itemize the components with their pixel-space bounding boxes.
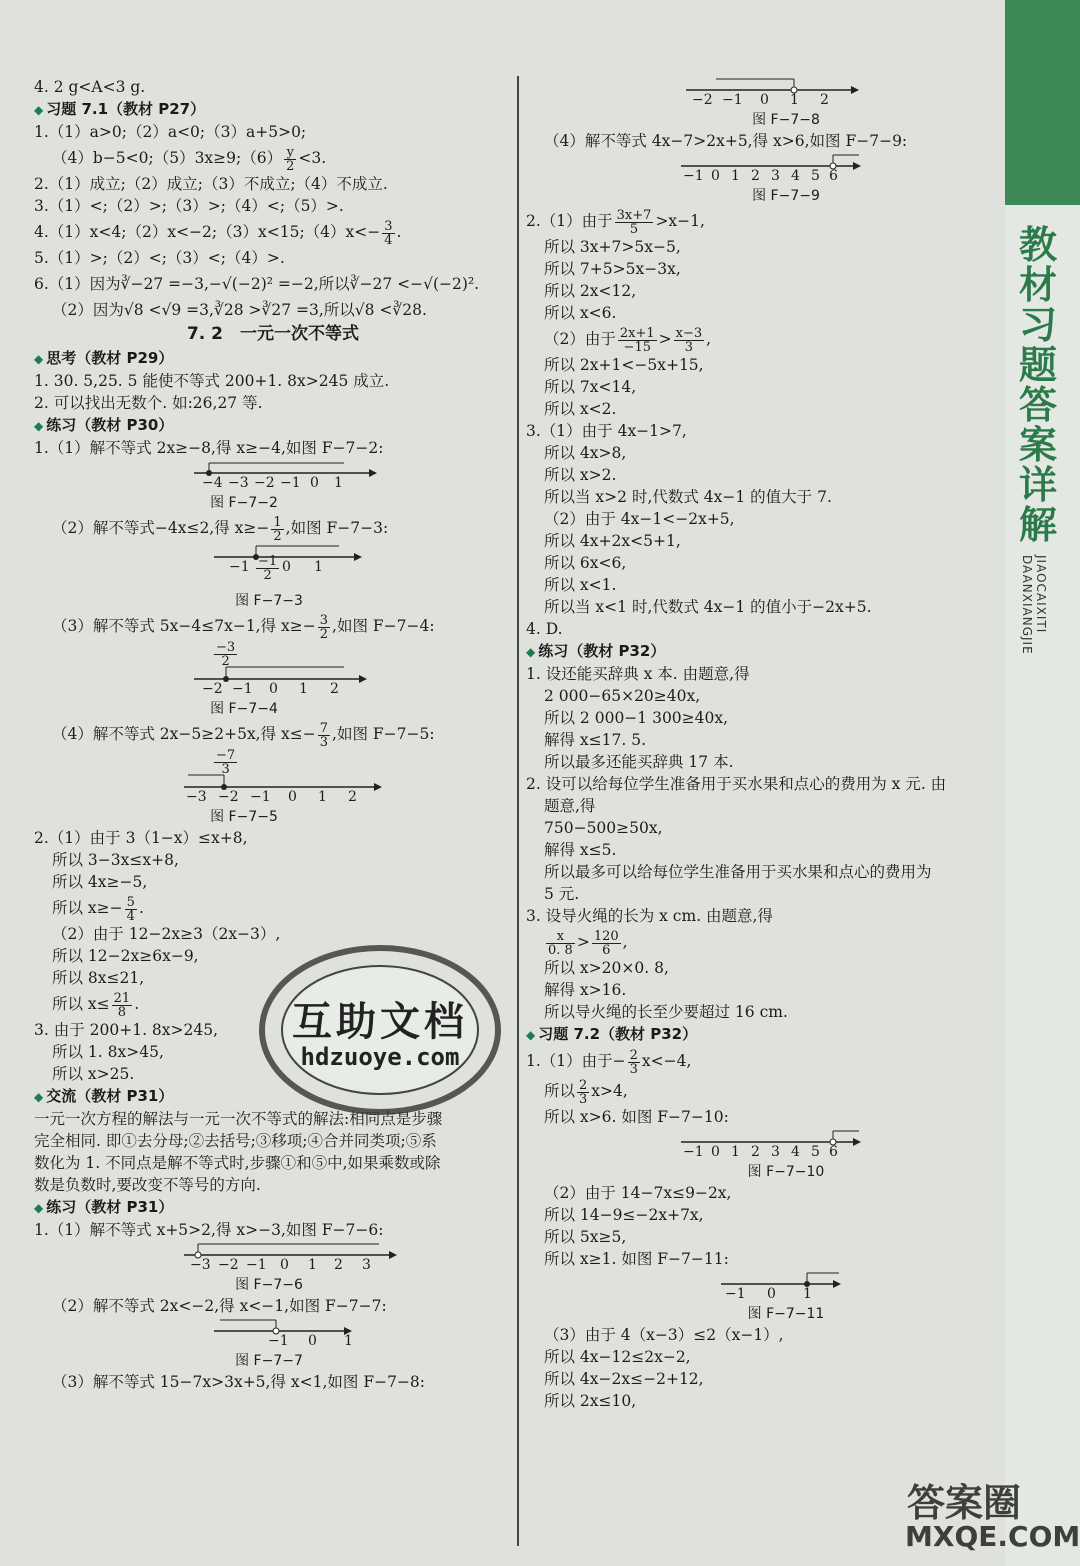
answer-line: 完全相同. 即①去分母;②去括号;③移项;④合并同类项;⑤系 bbox=[34, 1132, 437, 1150]
tick-label: 5 bbox=[811, 1144, 820, 1160]
answer-line: 所以 3x+7>5x−5, bbox=[544, 238, 681, 256]
answer-line: 所以 2x<12, bbox=[544, 282, 637, 300]
answer-line: 所以 4x−12≤2x−2, bbox=[544, 1348, 691, 1366]
answer-line: 所以最多可以给每位学生准备用于买水果和点心的费用为 bbox=[544, 863, 932, 881]
answer-line: 3.（1）<;（2）>;（3）>;（4）<;（5）>. bbox=[34, 197, 344, 215]
answer-line: 2 000−65×20≥40x, bbox=[544, 687, 701, 705]
tick-label: 3 bbox=[771, 1144, 780, 1160]
tick-label: 1 bbox=[731, 1144, 740, 1160]
number-line bbox=[214, 1317, 374, 1351]
diamond-icon: ◆ bbox=[526, 645, 536, 659]
answer-line: 所以 4x−2x≤−2+12, bbox=[544, 1370, 704, 1388]
tick-label: 0 bbox=[269, 681, 278, 697]
diamond-icon: ◆ bbox=[34, 103, 44, 117]
tick-label: 1 bbox=[299, 681, 308, 697]
answer-line: 所以 x<1. bbox=[544, 576, 617, 594]
answer-line: 解得 x≤5. bbox=[544, 841, 617, 859]
answer-line: 所以 7+5>5x−3x, bbox=[544, 260, 681, 278]
figure-caption: 图 F−7−7 bbox=[235, 1353, 303, 1369]
tick-label: −3 bbox=[190, 1257, 211, 1273]
answer-line: （3）由于 4（x−3）≤2（x−1）, bbox=[544, 1326, 784, 1344]
number-line bbox=[194, 641, 394, 699]
corner-watermark-url: MXQE.COM bbox=[905, 1520, 1080, 1553]
tick-label: −1 bbox=[250, 789, 271, 805]
section-heading: ◆ 交流（教材 P31） bbox=[34, 1087, 174, 1105]
tick-label: 0 bbox=[767, 1286, 776, 1302]
answer-line: 所以 $\frac{2}{3}$ x>4, bbox=[544, 1077, 628, 1107]
answer-line: 所以 x>25. bbox=[52, 1065, 135, 1083]
side-band-title: 教材习题答案详解 bbox=[1018, 223, 1057, 547]
answer-line: 所以 7x<14, bbox=[544, 378, 637, 396]
answer-line: 所以 2x+1<−5x+15, bbox=[544, 356, 704, 374]
answer-line: 1.（1）a>0;（2）a<0;（3）a+5>0; bbox=[34, 123, 307, 141]
answer-line: 4. D. bbox=[526, 620, 563, 638]
answer-line: 2.（1）成立;（2）成立;（3）不成立;（4）不成立. bbox=[34, 175, 388, 193]
answer-line: 所以 1. 8x>45, bbox=[52, 1043, 164, 1061]
number-line bbox=[214, 543, 384, 591]
figure-caption: 图 F−7−8 bbox=[752, 112, 820, 128]
tick-label: −3 bbox=[228, 475, 249, 491]
answer-line: （2）由于 $\frac{2x+1}{-15}$ > $\frac{x-3}{3}$ , bbox=[544, 325, 712, 355]
tick-label: −1 bbox=[725, 1286, 746, 1302]
figure-caption: 图 F−7−2 bbox=[210, 495, 278, 511]
answer-line: 题意,得 bbox=[544, 797, 596, 815]
tick-label: 1 bbox=[318, 789, 327, 805]
tick-label: −1 bbox=[280, 475, 301, 491]
answer-line: 3. 设导火绳的长为 x cm. 由题意,得 bbox=[526, 907, 773, 925]
diamond-icon: ◆ bbox=[34, 1201, 44, 1215]
diamond-icon: ◆ bbox=[34, 419, 44, 433]
answer-line: 所以导火绳的长至少要超过 16 cm. bbox=[544, 1003, 788, 1021]
left-column bbox=[34, 76, 512, 1393]
answer-line: 2.（1）由于 3（1−x）≤x+8, bbox=[34, 829, 248, 847]
tick-label: −1 bbox=[229, 559, 250, 575]
answer-line: 5 元. bbox=[544, 885, 580, 903]
number-line bbox=[184, 749, 394, 807]
section-heading: ◆ 习题 7.2（教材 P32） bbox=[526, 1025, 698, 1043]
tick-label: 0 bbox=[288, 789, 297, 805]
answer-line: 所以当 x<1 时,代数式 4x−1 的值小于−2x+5. bbox=[544, 598, 872, 616]
answer-line: 3.（1）由于 4x−1>7, bbox=[526, 422, 687, 440]
answer-line: 所以 x>20×0. 8, bbox=[544, 959, 669, 977]
answer-line: $\frac{x}{0. 8}$ > $\frac{120}{6}$ , bbox=[548, 928, 628, 958]
section-title: 7. 2 一元一次不等式 bbox=[186, 324, 360, 344]
answer-line: （3）解不等式 15−7x>3x+5,得 x<1,如图 F−7−8: bbox=[52, 1373, 426, 1391]
answer-line: （2）由于 12−2x≥3（2x−3）, bbox=[52, 925, 281, 943]
answer-line: （2）解不等式−4x≤2,得 x≥− $\frac{1}{2}$ ,如图 F−7−3: bbox=[52, 514, 389, 544]
tick-label: 0 bbox=[280, 1257, 289, 1273]
tick-label: 2 bbox=[334, 1257, 343, 1273]
answer-line: 1. 设还能买辞典 x 本. 由题意,得 bbox=[526, 665, 750, 683]
answer-line: 3. 由于 200+1. 8x>245, bbox=[34, 1021, 219, 1039]
answer-line: 所以 x≥− $\frac{5}{4}$ . bbox=[52, 894, 144, 924]
tick-label: 0 bbox=[282, 559, 291, 575]
answer-line: 所以当 x>2 时,代数式 4x−1 的值大于 7. bbox=[544, 488, 832, 506]
number-line bbox=[721, 1270, 861, 1304]
corner-watermark bbox=[895, 1470, 1080, 1560]
tick-label: −1 bbox=[246, 1257, 267, 1273]
tick-label: 1 bbox=[308, 1257, 317, 1273]
number-line bbox=[681, 1128, 881, 1162]
tick-label: 2 bbox=[820, 92, 829, 108]
number-line bbox=[184, 1241, 414, 1275]
number-line bbox=[681, 152, 881, 186]
answer-line: 所以 6x<6, bbox=[544, 554, 627, 572]
tick-label: 0 bbox=[711, 1144, 720, 1160]
answer-line: （4）解不等式 2x−5≥2+5x,得 x≤− $\frac{7}{3}$ ,如图 F−7−5: bbox=[52, 720, 435, 750]
answer-line: 2. 可以找出无数个. 如:26,27 等. bbox=[34, 394, 263, 412]
answer-line: 所以 x≥1. 如图 F−7−11: bbox=[544, 1250, 729, 1268]
tick-label: −1 bbox=[232, 681, 253, 697]
answer-line: 4.（1）x<4;（2）x<−2;（3）x<15;（4）x<− $\frac{3}{4}$ . bbox=[34, 218, 402, 248]
answer-line: 4. 2 g<A<3 g. bbox=[34, 78, 146, 96]
tick-label: 2 bbox=[751, 1144, 760, 1160]
answer-line: （4）解不等式 4x−7>2x+5,得 x>6,如图 F−7−9: bbox=[544, 132, 908, 150]
tick-label: 3 bbox=[362, 1257, 371, 1273]
answer-line: 1.（1）由于− $\frac{2}{3}$ x<−4, bbox=[526, 1047, 692, 1077]
answer-line: 所以 x>2. bbox=[544, 466, 617, 484]
answer-line: 5.（1）>;（2）<;（3）<;（4）>. bbox=[34, 249, 285, 267]
tick-label: −2 bbox=[692, 92, 713, 108]
section-heading: ◆ 练习（教材 P31） bbox=[34, 1198, 174, 1216]
corner-watermark-title: 答案圈 bbox=[907, 1481, 1022, 1525]
number-line-graphic bbox=[686, 76, 886, 110]
tick-fraction: $\frac{-3}{2}$ bbox=[216, 640, 236, 669]
answer-line: 2. 设可以给每位学生准备用于买水果和点心的费用为 x 元. 由 bbox=[526, 775, 947, 793]
side-band-header bbox=[1005, 0, 1080, 205]
tick-label: 1 bbox=[803, 1286, 812, 1302]
number-line bbox=[194, 459, 394, 493]
tick-label: 0 bbox=[310, 475, 319, 491]
answer-line: 750−500≥50x, bbox=[544, 819, 663, 837]
answer-line: （3）解不等式 5x−4≤7x−1,得 x≥− $\frac{3}{2}$ ,如图 F−7−4: bbox=[52, 612, 435, 642]
answer-line: 所以 3−3x≤x+8, bbox=[52, 851, 179, 869]
right-column bbox=[526, 76, 1004, 1412]
answer-line: 所以 x<6. bbox=[544, 304, 617, 322]
tick-label: −1 bbox=[722, 92, 743, 108]
section-heading: ◆ 习题 7.1（教材 P27） bbox=[34, 100, 206, 118]
tick-label: 1 bbox=[790, 92, 799, 108]
tick-fraction: $\frac{-7}{3}$ bbox=[216, 748, 236, 777]
side-band-pinyin: JIAOCAIXITI DAANXIANGJIE bbox=[1020, 555, 1048, 655]
answer-line: （2）由于 4x−1<−2x+5, bbox=[544, 510, 735, 528]
tick-label: 1 bbox=[731, 168, 740, 184]
answer-line: 所以 4x≥−5, bbox=[52, 873, 148, 891]
tick-label: 3 bbox=[771, 168, 780, 184]
watermark-title: 互助文档 bbox=[292, 999, 468, 1045]
figure-caption: 图 F−7−3 bbox=[235, 593, 303, 609]
answer-line: 1.（1）解不等式 2x≥−8,得 x≥−4,如图 F−7−2: bbox=[34, 439, 384, 457]
answer-line: （4）b−5<0;（5）3x≥9;（6） $\frac{y}{2}$ <3. bbox=[52, 144, 327, 174]
answer-line: 1.（1）解不等式 x+5>2,得 x>−3,如图 F−7−6: bbox=[34, 1221, 384, 1239]
tick-label: 1 bbox=[314, 559, 323, 575]
answer-line: 6.（1）因为∛−27 =−3,−√(−2)² =−2,所以∛−27 <−√(−2)². bbox=[34, 275, 480, 293]
answer-line: 所以 4x+2x<5+1, bbox=[544, 532, 681, 550]
answer-line: 一元一次方程的解法与一元一次不等式的解法:相同点是步骤 bbox=[34, 1110, 443, 1128]
figure-caption: 图 F−7−5 bbox=[210, 809, 278, 825]
tick-label: 6 bbox=[829, 168, 838, 184]
answer-line: 所以 5x≥5, bbox=[544, 1228, 627, 1246]
figure-caption: 图 F−7−4 bbox=[210, 701, 278, 717]
number-line bbox=[686, 76, 886, 110]
section-heading: ◆ 练习（教材 P30） bbox=[34, 416, 174, 434]
answer-line: 所以 x<2. bbox=[544, 400, 617, 418]
section-heading: ◆ 思考（教材 P29） bbox=[34, 349, 174, 367]
tick-label: −3 bbox=[186, 789, 207, 805]
diamond-icon: ◆ bbox=[526, 1028, 536, 1042]
section-heading: ◆ 练习（教材 P32） bbox=[526, 642, 666, 660]
tick-label: 4 bbox=[791, 1144, 800, 1160]
answer-line: 所以最多还能买辞典 17 本. bbox=[544, 753, 734, 771]
column-divider bbox=[517, 76, 519, 1546]
tick-label: 2 bbox=[330, 681, 339, 697]
figure-caption: 图 F−7−6 bbox=[235, 1277, 303, 1293]
tick-label: 5 bbox=[811, 168, 820, 184]
answer-line: （2）由于 14−7x≤9−2x, bbox=[544, 1184, 732, 1202]
tick-label: −1 bbox=[683, 1144, 704, 1160]
watermark bbox=[240, 935, 520, 1135]
tick-fraction: $\frac{-1}{2}$ bbox=[258, 554, 278, 583]
tick-label: 1 bbox=[344, 1333, 353, 1349]
diamond-icon: ◆ bbox=[34, 352, 44, 366]
tick-label: −2 bbox=[254, 475, 275, 491]
tick-label: 2 bbox=[751, 168, 760, 184]
answer-line: 数是负数时,要改变不等号的方向. bbox=[34, 1176, 261, 1194]
answer-line: 1. 30. 5,25. 5 能使不等式 200+1. 8x>245 成立. bbox=[34, 372, 390, 390]
figure-caption: 图 F−7−11 bbox=[747, 1306, 825, 1322]
answer-line: （2）解不等式 2x<−2,得 x<−1,如图 F−7−7: bbox=[52, 1297, 387, 1315]
tick-label: −4 bbox=[202, 475, 223, 491]
answer-line: 所以 12−2x≥6x−9, bbox=[52, 947, 199, 965]
answer-line: （2）因为√8 <√9 =3,∛28 >∛27 =3,所以√8 <∛28. bbox=[52, 301, 427, 319]
answer-line: 2.（1）由于 $\frac{3x+7}{5}$ >x−1, bbox=[526, 207, 705, 237]
watermark-url: hdzuoye.com bbox=[300, 1043, 460, 1071]
answer-line: 所以 14−9≤−2x+7x, bbox=[544, 1206, 704, 1224]
tick-label: 4 bbox=[791, 168, 800, 184]
answer-line: 数化为 1. 不同点是解不等式时,步骤①和⑤中,如果乘数或除 bbox=[34, 1154, 441, 1172]
tick-label: 0 bbox=[308, 1333, 317, 1349]
answer-line: 所以 x>6. 如图 F−7−10: bbox=[544, 1108, 729, 1126]
answer-line: 所以 4x>8, bbox=[544, 444, 627, 462]
answer-line: 解得 x≤17. 5. bbox=[544, 731, 647, 749]
tick-label: 0 bbox=[711, 168, 720, 184]
tick-label: −1 bbox=[268, 1333, 289, 1349]
tick-label: 2 bbox=[348, 789, 357, 805]
tick-label: −1 bbox=[683, 168, 704, 184]
number-line-graphic bbox=[194, 641, 394, 699]
answer-line: 所以 2x≤10, bbox=[544, 1392, 637, 1410]
figure-caption: 图 F−7−10 bbox=[747, 1164, 825, 1180]
tick-label: 6 bbox=[829, 1144, 838, 1160]
answer-line: 所以 x≤ $\frac{21}{8}$ . bbox=[52, 990, 140, 1020]
tick-label: 1 bbox=[334, 475, 343, 491]
answer-line: 所以 2 000−1 300≥40x, bbox=[544, 709, 729, 727]
answer-line: 所以 8x≤21, bbox=[52, 969, 145, 987]
tick-label: 0 bbox=[760, 92, 769, 108]
tick-label: −2 bbox=[202, 681, 223, 697]
answer-line: 解得 x>16. bbox=[544, 981, 627, 999]
figure-caption: 图 F−7−9 bbox=[752, 188, 820, 204]
tick-label: −2 bbox=[218, 1257, 239, 1273]
tick-label: −2 bbox=[218, 789, 239, 805]
diamond-icon: ◆ bbox=[34, 1090, 44, 1104]
